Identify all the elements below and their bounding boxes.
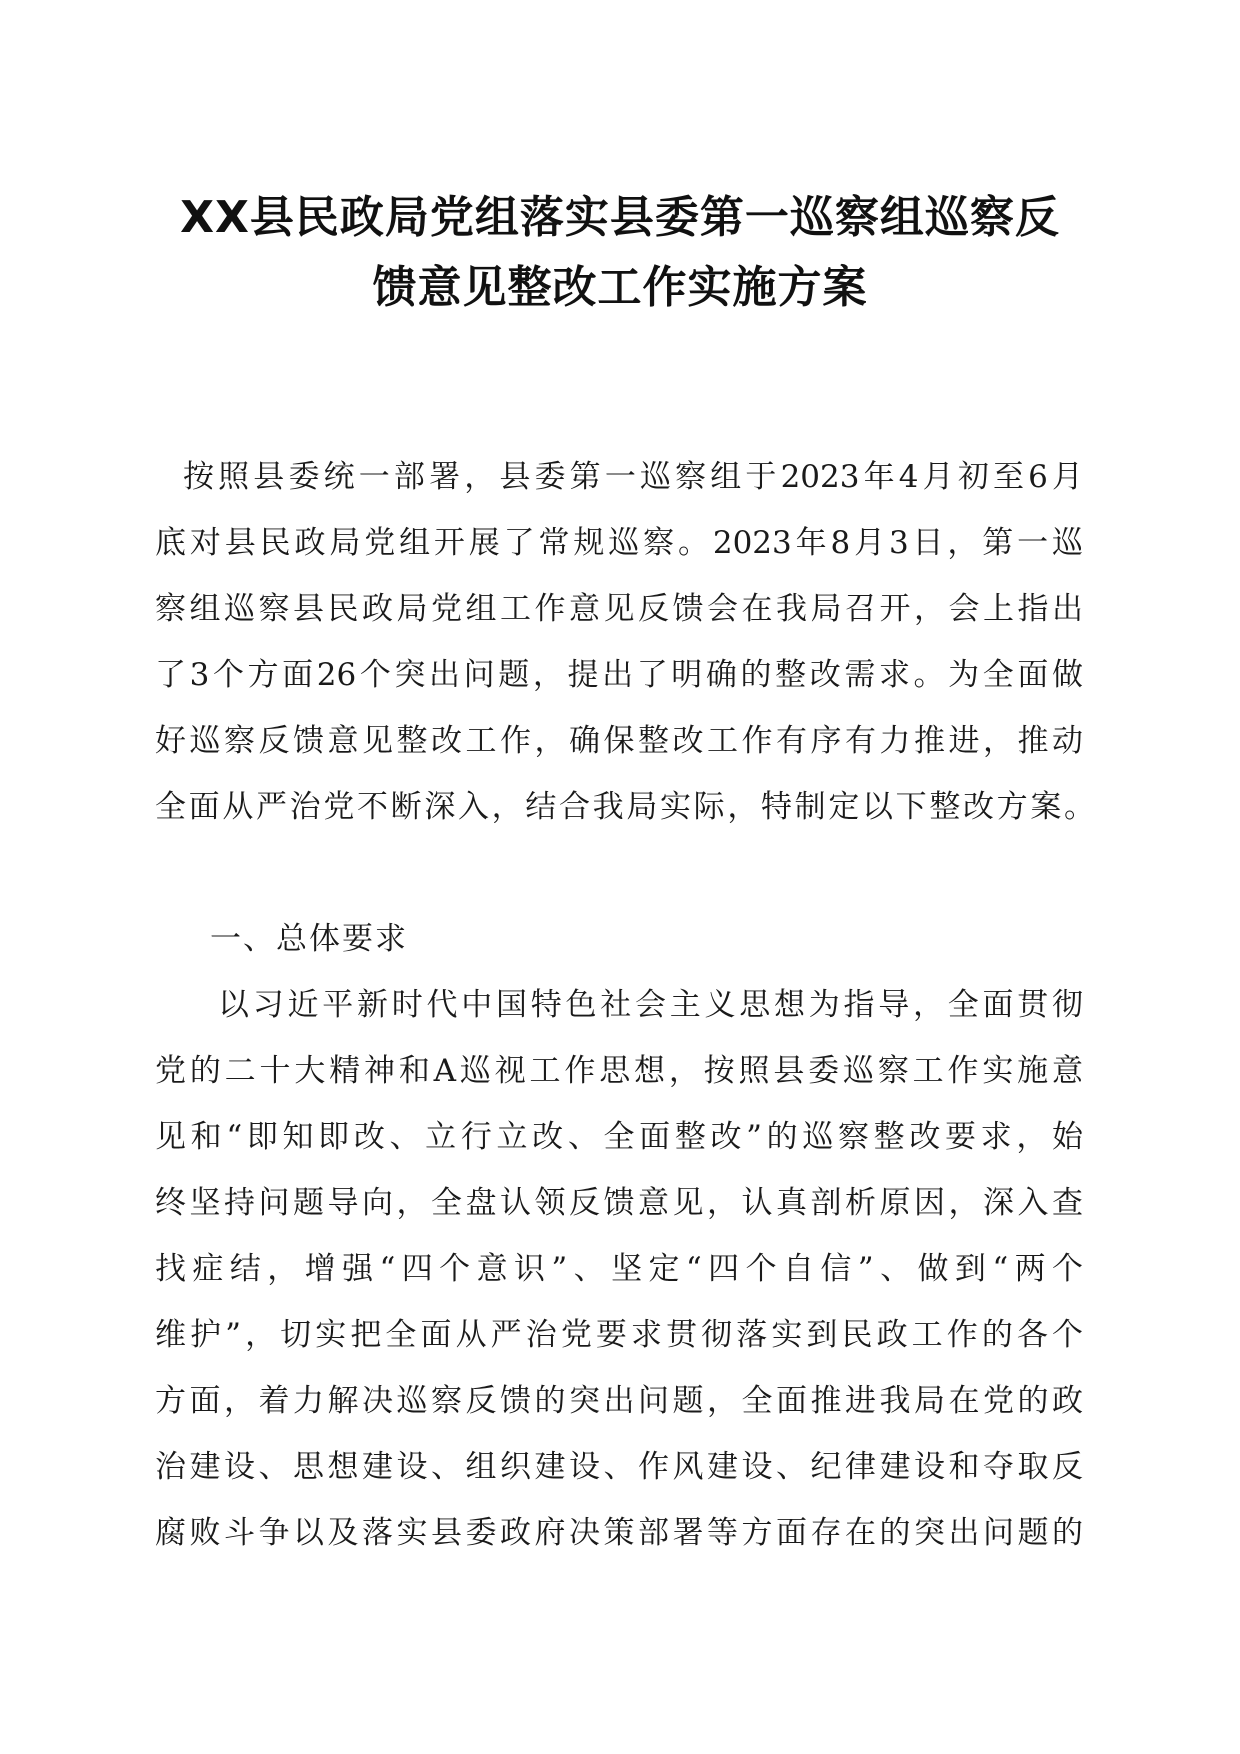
section-1-line-7: 方面，着力解决巡察反馈的突出问题，全面推进我局在党的政 [155, 1383, 1083, 1419]
intro-line-5: 好巡察反馈意见整改工作，确保整改工作有序有力推进，推动 [155, 723, 1083, 759]
intro-line-3: 察组巡察县民政局党组工作意见反馈会在我局召开，会上指出 [155, 591, 1083, 627]
section-1-line-4: 终坚持问题导向，全盘认领反馈意见，认真剖析原因，深入查 [155, 1185, 1083, 1221]
intro-line-4: 了3个方面26个突出问题，提出了明确的整改需求。为全面做 [155, 657, 1083, 693]
section-1-line-3: 见和“即知即改、立行立改、全面整改”的巡察整改要求，始 [155, 1119, 1083, 1155]
section-1-line-9: 腐败斗争以及落实县委政府决策部署等方面存在的突出问题的 [155, 1515, 1083, 1551]
section-1-line-2: 党的二十大精神和A巡视工作思想，按照县委巡察工作实施意 [155, 1053, 1083, 1089]
section-1-line-8: 治建设、思想建设、组织建设、作风建设、纪律建设和夺取反 [155, 1449, 1083, 1485]
section-1-line-5: 找症结，增强“四个意识”、坚定“四个自信”、做到“两个 [155, 1251, 1083, 1287]
intro-line-2: 底对县民政局党组开展了常规巡察。2023年8月3日，第一巡 [155, 525, 1083, 561]
intro-line-6: 全面从严治党不断深入，结合我局实际，特制定以下整改方案。 [155, 789, 1095, 825]
document-title-line-2: 馈意见整改工作实施方案 [372, 262, 868, 313]
section-1-heading: 一、总体要求 [210, 921, 408, 957]
intro-line-1: 按照县委统一部署，县委第一巡察组于2023年4月初至6月 [183, 459, 1083, 495]
document-title-line-1: XX县民政局党组落实县委第一巡察组巡察反 [180, 192, 1060, 243]
section-1-line-6: 维护”，切实把全面从严治党要求贯彻落实到民政工作的各个 [155, 1317, 1083, 1353]
section-1-line-1: 以习近平新时代中国特色社会主义思想为指导，全面贯彻 [218, 987, 1083, 1023]
